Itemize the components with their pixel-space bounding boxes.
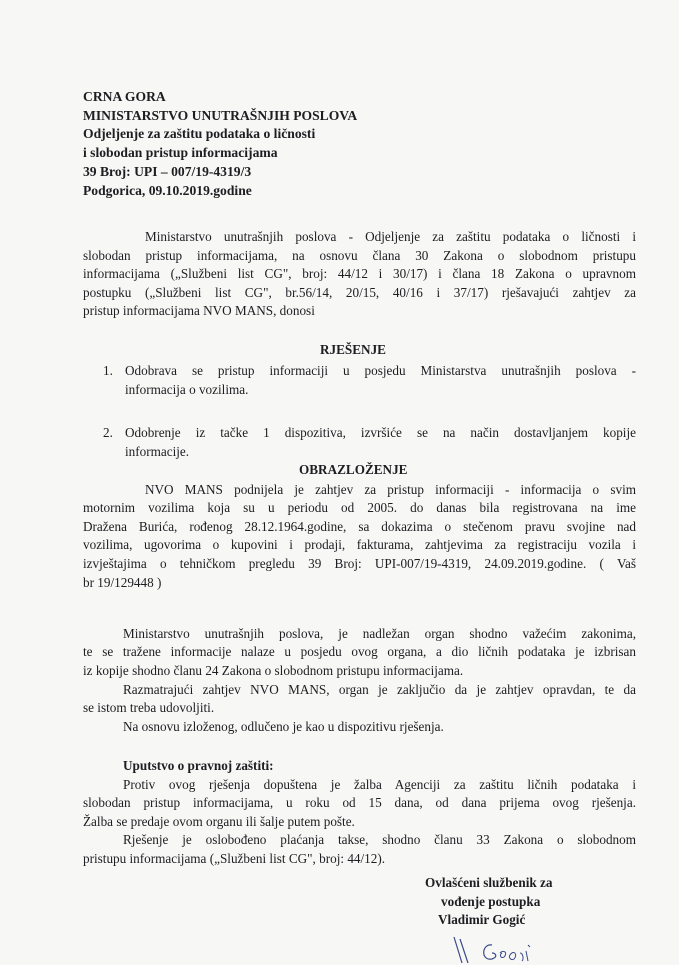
handwritten-signature: [452, 935, 572, 965]
list-item-line: informacije.: [125, 444, 190, 459]
text-line: izvještajima o tehničkom pregledu 39 Broj: UPI-007/19-4319, 24.09.2019.godine. ( Vaš: [83, 556, 636, 571]
text-line: pristupu informacijama („Službeni list CG", broj: 44/12).: [83, 851, 386, 866]
text-line: postupku („Službeni list CG", br.56/14, 20/15, 40/16 i 37/17) rješavajući zahtjev za: [83, 285, 636, 300]
text-line: Ministarstvo unutrašnjih poslova, je nadležan organ shodno važećim zakonima,: [123, 626, 636, 641]
text-line: Razmatrajući zahtjev NVO MANS, organ je zaključio da je zahtjev opravdan, te da: [123, 682, 636, 697]
decision-title: RJEŠENJE: [320, 342, 386, 357]
header-line: Odjeljenje za zaštitu podataka o ličnosti: [83, 126, 316, 141]
text-line: br 19/129448 ): [83, 575, 162, 590]
text-line: pristup informacijama NVO MANS, donosi: [83, 303, 315, 318]
text-line: iz kopije shodno članu 24 Zakona o slobodnom pristupu informacijama.: [83, 663, 464, 678]
text-line: Dražena Burića, rođenog 28.12.1964.godine, sa dokazima o stečenom pravu svojine nad: [83, 519, 636, 534]
text-line: vozilima, ugovorima o kupovini i prodaji, fakturama, zahtjevima za registraciju vozila i: [83, 537, 636, 552]
list-number: 1.: [103, 363, 113, 378]
text-line: Žalba se predaje ovom organu ili šalje putem pošte.: [83, 814, 355, 829]
list-item-line: Odobrava se pristup informaciji u posjedu Ministarstva unutrašnjih poslova -: [125, 363, 636, 378]
text-line: Na osnovu izloženog, odlučeno je kao u dispozitivu rješenja.: [123, 719, 444, 734]
header-line: MINISTARSTVO UNUTRAŠNJIH POSLOVA: [83, 108, 358, 123]
list-number: 2.: [103, 425, 113, 440]
text-line: te se tražene informacije nalaze u posjedu ovog organa, a dio ličnih podataka je izbrisan: [83, 644, 636, 659]
signature-line: vođenje postupka: [441, 894, 541, 909]
text-line: NVO MANS podnijela je zahtjev za pristup informaciji - informacija o svim: [145, 482, 636, 497]
list-item-line: informacija o vozilima.: [125, 382, 249, 397]
text-line: slobodan pristup informacijama, na osnovu člana 30 Zakona o slobodnom pristupu: [83, 248, 636, 263]
text-line: slobodan pristup informacijama, u roku od 15 dana, od dana prijema ovog rješenja.: [83, 795, 636, 810]
signature-line: Ovlašćeni službenik za: [425, 875, 553, 890]
signature-line: Vladimir Gogić: [438, 912, 526, 927]
legal-remedy-title: Uputstvo o pravnoj zaštiti:: [123, 758, 274, 773]
list-item-line: Odobrenje iz tačke 1 dispozitiva, izvršiće se na način dostavljanjem kopije: [125, 425, 636, 440]
text-line: Ministarstvo unutrašnjih poslova - Odjeljenje za zaštitu podataka o ličnosti i: [145, 229, 636, 244]
header-line: CRNA GORA: [83, 89, 166, 104]
header-line: 39 Broj: UPI – 007/19-4319/3: [83, 164, 252, 179]
reasoning-title: OBRAZLOŽENJE: [299, 462, 408, 477]
text-line: Protiv ovog rješenja dopuštena je žalba Agenciji za zaštitu ličnih podataka i: [123, 777, 636, 792]
text-line: motornim vozilima koja su u periodu od 2005. do danas bila registrovana na ime: [83, 500, 636, 515]
header-line: Podgorica, 09.10.2019.godine: [83, 183, 252, 198]
header-line: i slobodan pristup informacijama: [83, 145, 278, 160]
text-line: Rješenje je oslobođeno plaćanja takse, shodno članu 33 Zakona o slobodnom: [123, 832, 636, 847]
text-line: informacijama („Službeni list CG", broj: 44/12 i 30/17) i člana 18 Zakona o upravnom: [83, 266, 636, 281]
text-line: se istom treba udovoljiti.: [83, 700, 215, 715]
